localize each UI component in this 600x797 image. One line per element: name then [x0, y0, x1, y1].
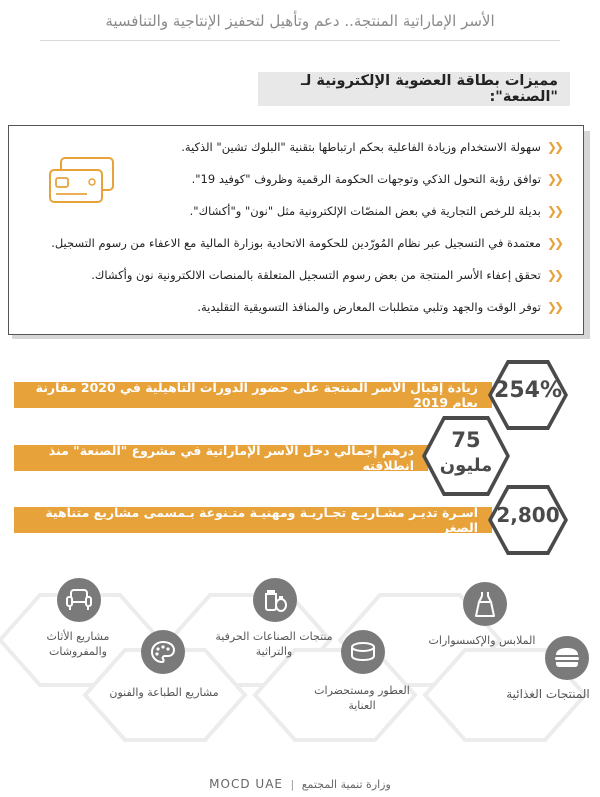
features-card: [8, 125, 584, 335]
chevron-icon: ❮❮: [546, 140, 561, 154]
dress-icon: [463, 582, 507, 626]
chevron-icon: ❮❮: [546, 236, 561, 250]
feature-item: ❮❮ معتمدة في التسجيل عبر نظام المُورّدين للحكومة الاتحادية بوزارة المالية مع الاعفاء من رسوم التسجيل.: [51, 236, 561, 250]
category-label-printing: مشاريع الطباعة والفنون: [109, 686, 219, 699]
chevron-icon: ❮❮: [546, 268, 561, 282]
feature-item: ❮❮ توافق رؤية التحول الذكي وتوجهات الحكومة الرقمية وظروف "كوفيد 19".: [191, 172, 561, 186]
membership-card-icon: [47, 156, 117, 206]
section-header: مميزات بطاقة العضوية الإلكترونية لـ "الصنعة":: [258, 72, 570, 106]
chevron-icon: ❮❮: [546, 204, 561, 218]
feature-item: ❮❮ بديلة للرخص التجارية في بعض المنصّات الإلكترونية مثل "نون" و"أكشاك".: [189, 204, 561, 218]
title-divider: [40, 40, 560, 41]
stat-band: أسـرة تديـر مشـاريـع تجـاريـة ومهنيـة متـنوعة بـمسمى مشاريع متناهية الصغر: [14, 507, 492, 533]
chevron-icon: ❮❮: [546, 172, 561, 186]
palette-icon: [141, 630, 185, 674]
footer: [0, 777, 600, 791]
stat-value: 254%: [494, 378, 562, 403]
feature-item: ❮❮ توفر الوقت والجهد وتلبي متطلبات المعارض والمنافذ التسويقية التقليدية.: [197, 300, 561, 314]
feature-item: ❮❮ سهولة الاستخدام وزيادة الفاعلية بحكم ارتباطها بتقنية "البلوك تشين" الذكية.: [181, 140, 561, 154]
burger-icon: [545, 636, 589, 680]
stat-value: 2,800: [496, 503, 560, 527]
cream-jar-icon: [341, 630, 385, 674]
footer-brand: MOCD UAE: [209, 777, 283, 791]
armchair-icon: [57, 578, 101, 622]
category-label-furniture: مشاريع الأثاث والمفروشات: [46, 630, 110, 658]
category-label-handicrafts: منتجات الصناعات الحرفية والتراثية: [215, 630, 333, 658]
footer-ministry: وزارة تنمية المجتمع: [301, 778, 391, 791]
stat-band: درهم إجمالي دخل الأسر الإماراتية في مشروع "الصنعة" منذ انطلاقته: [14, 445, 428, 471]
jars-icon: [253, 578, 297, 622]
category-label-food: المنتجات الغذائية: [506, 687, 590, 701]
page-title: الأسر الإماراتية المنتجة.. دعم وتأهيل لتحفيز الإنتاجية والتنافسية: [105, 12, 495, 30]
footer-divider: |: [290, 778, 295, 791]
category-label-clothing: الملابس والإكسسوارات: [428, 634, 536, 647]
feature-item: ❮❮ تحقق إعفاء الأسر المنتجة من بعض رسوم التسجيل المتعلقة بالمنصات الالكترونية نون وأكشاك.: [91, 268, 561, 282]
stat-value-unit: مليون: [439, 455, 493, 476]
stat-band: زيادة إقبال الأسر المنتجة على حضور الدورات التأهيلية في 2020 مقارنة بعام 2019: [14, 382, 492, 408]
stat-value: 75: [451, 428, 481, 452]
category-label-perfumes: العطور ومستحضرات العناية: [314, 684, 410, 712]
chevron-icon: ❮❮: [546, 300, 561, 314]
